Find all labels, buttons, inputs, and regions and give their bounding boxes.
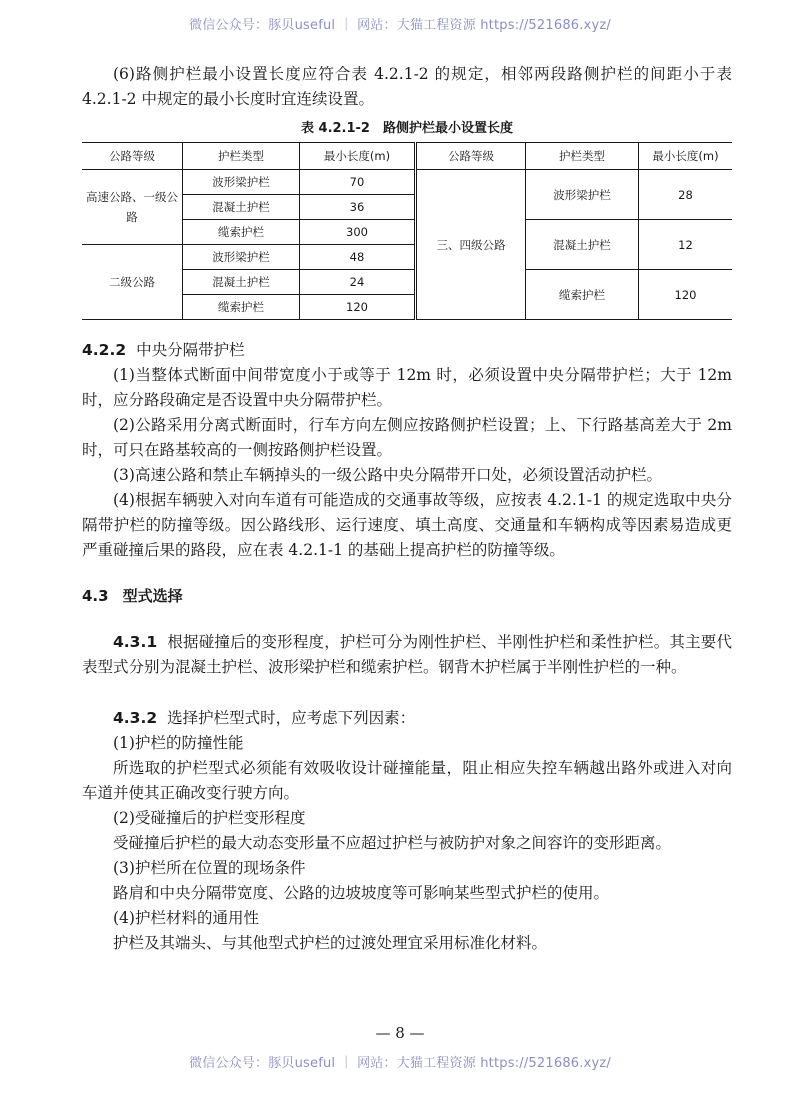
- clause-4-3-1: [82, 630, 732, 680]
- clause-item: (1)当整体式断面中间带宽度小于或等于 12m 时，必须设置中央分隔带护栏；大于 12m 时，应分路段确定是否设置中央分隔带护栏。: [82, 366, 732, 409]
- cell-type: 缆索护栏: [526, 270, 639, 320]
- clause-text: 根据碰撞后的变形程度，护栏可分为刚性护栏、半刚性护栏和柔性护栏。其主要代表型式分别为混凝土护栏、波形梁护栏和缆索护栏。钢背木护栏属于半刚性护栏的一种。: [82, 633, 732, 676]
- page-content: [82, 62, 732, 956]
- watermark-top: 微信公众号：豚贝useful ｜ 网站：大猫工程资源 https://521686.xyz/: [189, 18, 611, 33]
- factor-body: 护栏及其端头、与其他型式护栏的过渡处理宜采用标准化材料。: [113, 934, 548, 952]
- table-row: [82, 170, 732, 195]
- factor-title: (1)护栏的防撞性能: [113, 734, 244, 752]
- header-length: 最小长度(m): [639, 143, 733, 170]
- cell-type: 波形梁护栏: [183, 170, 300, 195]
- factor-body: 路肩和中央分隔带宽度、公路的边坡坡度等可影响某些型式护栏的使用。: [113, 884, 610, 902]
- table-header-row: [82, 143, 732, 170]
- cell-length: 48: [300, 245, 416, 270]
- cell-length: 120: [639, 270, 733, 320]
- clause-text: 选择护栏型式时，应考虑下列因素：: [167, 709, 416, 727]
- factor-body: 受碰撞后护栏的最大动态变形量不应超过护栏与被防护对象之间容许的变形距离。: [113, 834, 672, 852]
- clause-4-3-2: [82, 706, 732, 731]
- header-grade: 公路等级: [416, 143, 526, 170]
- section-4-3-heading: [82, 585, 732, 606]
- section-title: 型式选择: [122, 587, 183, 605]
- clause-number: 4.2.2: [82, 341, 127, 359]
- page-number: — 8 —: [375, 1024, 425, 1042]
- clause-number: 4.3.1: [113, 633, 158, 651]
- cell-length: 24: [300, 270, 416, 295]
- cell-length: 12: [639, 220, 733, 270]
- watermark-bottom: 微信公众号：豚贝useful ｜ 网站：大猫工程资源 https://521686.xyz/: [189, 1056, 611, 1071]
- min-length-table: [82, 142, 732, 320]
- cell-length: 120: [300, 295, 416, 320]
- cell-type: 缆索护栏: [183, 220, 300, 245]
- clause-item: (3)高速公路和禁止车辆掉头的一级公路中央分隔带开口处，必须设置活动护栏。: [113, 466, 662, 484]
- factor-title: (4)护栏材料的通用性: [113, 909, 259, 927]
- header-length: 最小长度(m): [300, 143, 416, 170]
- cell-type: 混凝土护栏: [183, 270, 300, 295]
- cell-length: 70: [300, 170, 416, 195]
- factor-title: (2)受碰撞后的护栏变形程度: [113, 809, 306, 827]
- cell-length: 36: [300, 195, 416, 220]
- cell-type: 缆索护栏: [183, 295, 300, 320]
- factor-body: 所选取的护栏型式必须能有效吸收设计碰撞能量，阻止相应失控车辆越出路外或进入对向车道并使其正确改变行驶方向。: [82, 759, 732, 802]
- cell-grade: 三、四级公路: [416, 170, 526, 320]
- clause-number: 4.3.2: [113, 709, 158, 727]
- clause-title: 中央分隔带护栏: [136, 341, 245, 359]
- intro-paragraph: (6)路侧护栏最小设置长度应符合表 4.2.1-2 的规定，相邻两段路侧护栏的间距小于表 4.2.1-2 中规定的最小长度时宜连续设置。: [82, 65, 732, 108]
- cell-grade: 高速公路、一级公路: [82, 170, 183, 245]
- factor-title: (3)护栏所在位置的现场条件: [113, 859, 306, 877]
- header-type: 护栏类型: [183, 143, 300, 170]
- cell-length: 300: [300, 220, 416, 245]
- clause-item: (2)公路采用分离式断面时，行车方向左侧应按路侧护栏设置；上、下行路基高差大于 2m 时，可只在路基较高的一侧按路侧护栏设置。: [82, 416, 732, 459]
- clause-4-2-2-heading: [82, 338, 732, 363]
- table-caption: 表 4.2.1-2 路侧护栏最小设置长度: [301, 121, 513, 136]
- header-grade: 公路等级: [82, 143, 183, 170]
- cell-length: 28: [639, 170, 733, 220]
- cell-type: 波形梁护栏: [183, 245, 300, 270]
- clause-item: (4)根据车辆驶入对向车道有可能造成的交通事故等级，应按表 4.2.1-1 的规定选取中央分隔带护栏的防撞等级。因公路线形、运行速度、填土高度、交通量和车辆构成等因素易造成更严重碰撞后果的路段，应在表 4.2.1-1 的基础上提高护栏的防撞等级。: [82, 491, 732, 559]
- cell-grade: 二级公路: [82, 245, 183, 320]
- header-type: 护栏类型: [526, 143, 639, 170]
- cell-type: 混凝土护栏: [183, 195, 300, 220]
- cell-type: 波形梁护栏: [526, 170, 639, 220]
- cell-type: 混凝土护栏: [526, 220, 639, 270]
- section-number: 4.3: [82, 587, 109, 605]
